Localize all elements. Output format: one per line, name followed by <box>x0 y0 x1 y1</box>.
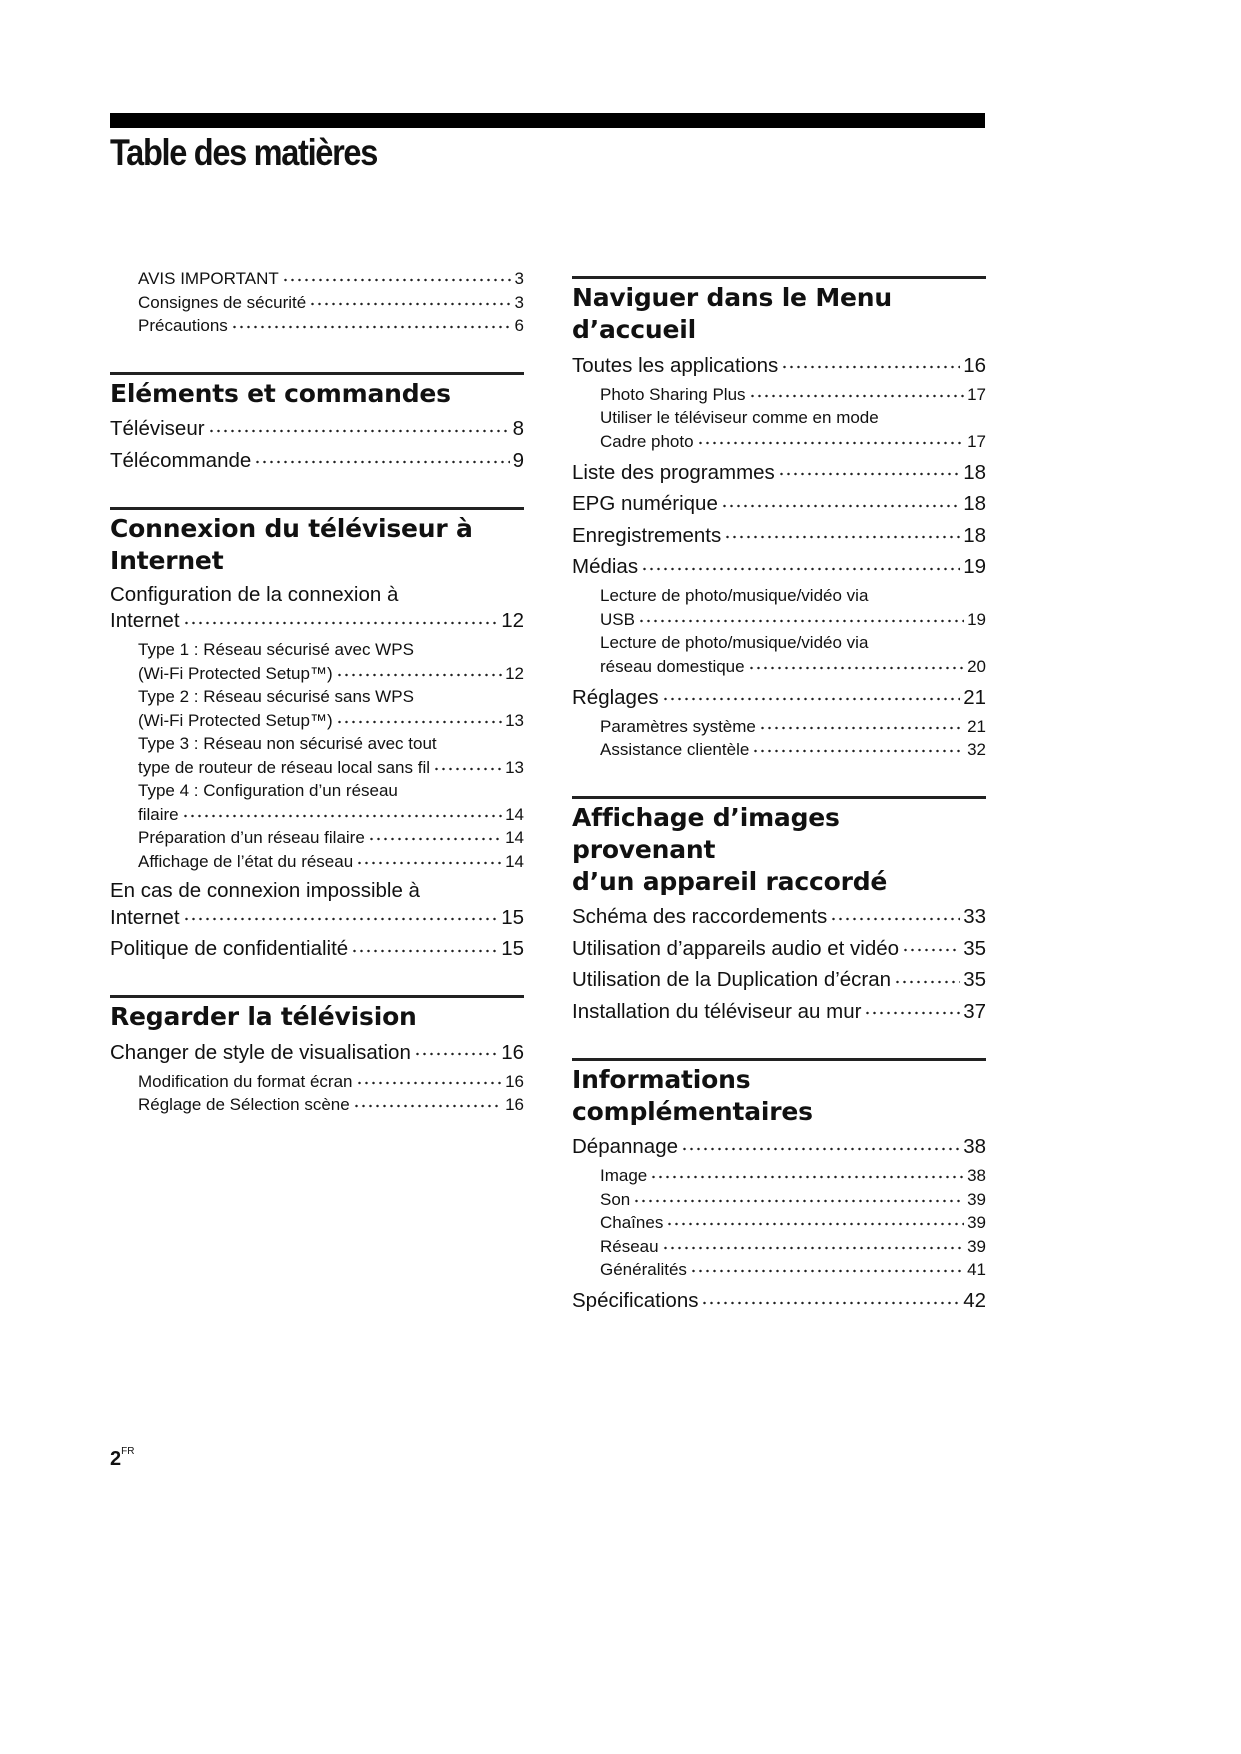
toc-entry-page: 38 <box>963 1135 986 1158</box>
toc-entry-line <box>110 935 524 962</box>
toc-entry-label: Dépannage <box>572 1135 679 1158</box>
toc-entry-page: 3 <box>514 269 524 288</box>
toc-entry[interactable] <box>572 584 986 631</box>
dot-leader <box>781 351 960 372</box>
toc-entry-page: 14 <box>505 851 524 871</box>
toc-entry-label: réseau domestique <box>600 656 745 676</box>
section-heading-line: d’un appareil raccordé <box>572 866 888 896</box>
dot-leader <box>650 1164 964 1181</box>
toc-entry-page: 41 <box>967 1260 986 1279</box>
toc-entry-page: 15 <box>501 905 524 929</box>
toc-entry-page: 15 <box>501 937 524 960</box>
page-title: Table des matières <box>110 132 378 173</box>
toc-entry-label: Cadre photo <box>600 431 694 451</box>
toc-entry-page: 8 <box>512 417 524 440</box>
toc-entry[interactable] <box>572 903 986 930</box>
toc-entry-label: Schéma des raccordements <box>572 905 828 928</box>
toc-section <box>110 507 524 962</box>
toc-entry-page: 9 <box>512 448 524 472</box>
toc-entry-page: 17 <box>967 431 986 451</box>
toc-entry-line <box>138 1093 524 1117</box>
toc-entry-label: Type 2 : Réseau sécurisé sans WPS <box>138 687 414 706</box>
dot-leader <box>356 850 502 867</box>
dot-leader <box>183 607 499 628</box>
page-language: FR <box>121 1446 135 1457</box>
toc-entry-page: 12 <box>505 663 524 683</box>
section-heading <box>572 802 986 898</box>
toc-left-column <box>110 267 524 1151</box>
toc-entry[interactable] <box>572 1164 986 1188</box>
toc-entry-label: Installation du téléviseur au mur <box>572 999 862 1023</box>
toc-entry-label: Changer de style de visualisation <box>110 1040 411 1064</box>
toc-entry[interactable] <box>110 415 524 442</box>
toc-entry-line <box>138 685 524 709</box>
toc-entry-line <box>572 351 986 378</box>
toc-entry-line <box>138 732 524 756</box>
toc-entry-label: Utilisation d’appareils audio et vidéo <box>572 936 900 960</box>
toc-entry-line <box>572 683 986 710</box>
toc-entry-label: (Wi-Fi Protected Setup™) <box>138 710 333 730</box>
dot-leader <box>282 267 512 284</box>
toc-entry-line <box>600 430 986 454</box>
toc-entry[interactable] <box>572 934 986 961</box>
toc-entry-label: Politique de confidentialité <box>110 937 349 960</box>
section-heading-line: Eléments et commandes <box>110 378 451 408</box>
toc-entry-label: Toutes les applications <box>572 353 779 377</box>
toc-entry-label: Réglage de Sélection scène <box>138 1095 350 1114</box>
toc-entry[interactable] <box>572 521 986 548</box>
dot-leader <box>690 1258 964 1275</box>
toc-entry-label: Réseau <box>600 1236 659 1256</box>
toc-entry[interactable] <box>572 966 986 993</box>
dot-leader <box>638 608 964 625</box>
toc-entry[interactable] <box>572 553 986 580</box>
toc-entry[interactable] <box>110 732 524 779</box>
dot-leader <box>721 490 960 511</box>
toc-entry-line <box>138 850 524 874</box>
toc-entry-label: Spécifications <box>572 1289 699 1312</box>
toc-entry-line <box>138 662 524 686</box>
toc-entry-line <box>600 1258 986 1282</box>
toc-section <box>572 1058 986 1314</box>
toc-entry-line <box>138 709 524 733</box>
toc-entry-label: EPG numérique <box>572 492 718 515</box>
toc-entry-label: Type 4 : Configuration d’un réseau <box>138 781 398 800</box>
dot-leader <box>902 934 960 955</box>
toc-entry-page: 35 <box>963 936 986 960</box>
toc-entry-label: Internet <box>110 905 180 929</box>
toc-entry-line <box>572 490 986 517</box>
toc-entry[interactable] <box>572 1188 986 1212</box>
toc-entry-line <box>600 1164 986 1188</box>
toc-entry-page: 17 <box>967 384 986 404</box>
toc-entry-page: 19 <box>963 555 986 578</box>
dot-leader <box>662 683 961 704</box>
section-heading-line: Informations complémentaires <box>572 1064 813 1126</box>
dot-leader <box>633 1188 964 1205</box>
toc-entry-line <box>600 383 986 407</box>
toc-entry-page: 16 <box>501 1040 524 1064</box>
dot-leader <box>641 553 960 574</box>
toc-section <box>110 267 524 338</box>
section-heading <box>110 513 524 577</box>
section-heading-line: Naviguer dans le Menu <box>572 283 892 312</box>
section-heading <box>110 1001 524 1033</box>
toc-entry[interactable] <box>572 383 986 407</box>
toc-entry[interactable] <box>110 1038 524 1065</box>
dot-leader <box>414 1038 498 1059</box>
toc-entry-page: 37 <box>963 999 986 1023</box>
dot-leader <box>336 662 502 679</box>
section-heading-line: Regarder la télévision <box>110 1002 417 1031</box>
toc-entry-page: 13 <box>505 757 524 777</box>
toc-entry-page: 21 <box>963 685 986 709</box>
toc-entry-label: Modification du format écran <box>138 1071 353 1091</box>
toc-entry-line <box>572 997 986 1024</box>
toc-entry[interactable] <box>110 314 524 338</box>
toc-entry-page: 38 <box>967 1166 986 1185</box>
toc-entry[interactable] <box>572 406 986 453</box>
toc-entry[interactable] <box>110 638 524 685</box>
section-heading-line: Internet <box>110 545 224 575</box>
toc-entry-page: 39 <box>967 1236 986 1256</box>
toc-entry-label: Télécommande <box>110 448 252 472</box>
toc-entry-line <box>138 779 524 803</box>
toc-entry[interactable] <box>572 1235 986 1259</box>
dot-leader <box>433 756 502 773</box>
toc-entry-line <box>110 415 524 442</box>
toc-entry[interactable] <box>110 582 524 634</box>
toc-entry-page: 32 <box>967 740 986 759</box>
toc-section <box>572 276 986 762</box>
toc-entry-page: 14 <box>505 804 524 824</box>
dot-leader <box>894 966 960 987</box>
toc-entry[interactable] <box>110 779 524 826</box>
toc-entry[interactable] <box>110 291 524 315</box>
toc-entry-label: Photo Sharing Plus <box>600 384 746 404</box>
section-heading <box>110 378 524 410</box>
dot-leader <box>752 738 964 755</box>
toc-entry-label: Configuration de la connexion à <box>110 582 399 606</box>
dot-leader <box>309 291 511 308</box>
section-heading-line: Affichage d’images provenant <box>572 802 840 864</box>
toc-entry[interactable] <box>572 490 986 517</box>
section-heading-line: Connexion du téléviseur à <box>110 513 473 543</box>
page-number <box>110 1448 134 1471</box>
toc-entry-label: Téléviseur <box>110 417 205 440</box>
toc-entry-label: Son <box>600 1189 631 1209</box>
toc-entry-line <box>138 291 524 315</box>
toc-entry-label: Image <box>600 1166 648 1185</box>
toc-entry-label: Enregistrements <box>572 523 722 547</box>
dot-leader <box>864 997 960 1018</box>
dot-leader <box>351 935 498 956</box>
toc-entry-page: 19 <box>967 609 986 629</box>
toc-entry-line <box>572 966 986 993</box>
toc-entry-label: Médias <box>572 555 639 578</box>
toc-entry[interactable] <box>110 826 524 850</box>
toc-entry-page: 13 <box>505 710 524 730</box>
toc-entry[interactable] <box>572 351 986 378</box>
toc-entry-line <box>110 1038 524 1065</box>
section-heading <box>572 282 986 346</box>
toc-entry-page: 21 <box>967 716 986 736</box>
toc-entry-page: 42 <box>963 1289 986 1312</box>
toc-entry-line <box>110 878 524 903</box>
toc-entry-line <box>572 458 986 485</box>
toc-entry-label: Consignes de sécurité <box>138 292 307 312</box>
toc-entry-label: filaire <box>138 804 179 824</box>
toc-entry[interactable] <box>110 685 524 732</box>
toc-entry-page: 18 <box>963 523 986 547</box>
toc-section <box>110 995 524 1117</box>
toc-entry-line <box>600 608 986 632</box>
toc-entry-line <box>110 903 524 930</box>
toc-entry-line <box>572 521 986 548</box>
toc-entry[interactable] <box>572 738 986 762</box>
toc-entry-label: (Wi-Fi Protected Setup™) <box>138 663 333 683</box>
toc-entry-label: Paramètres système <box>600 716 756 736</box>
toc-entry-line <box>600 584 986 608</box>
toc-entry-line <box>572 903 986 930</box>
toc-entry-line <box>600 715 986 739</box>
dot-leader <box>368 826 502 843</box>
toc-entry-page: 39 <box>967 1213 986 1232</box>
dot-leader <box>830 903 960 924</box>
toc-entry-label: Affichage de l’état du réseau <box>138 851 354 871</box>
toc-entry-line <box>600 1235 986 1259</box>
toc-entry-line <box>138 803 524 827</box>
toc-section <box>110 372 524 473</box>
dot-leader <box>778 458 960 479</box>
dot-leader <box>356 1070 503 1087</box>
toc-entry-label: type de routeur de réseau local sans fil <box>138 757 431 777</box>
toc-entry-label: AVIS IMPORTANT <box>138 269 279 288</box>
toc-entry-label: Type 1 : Réseau sécurisé avec WPS <box>138 640 414 659</box>
toc-entry-page: 14 <box>505 828 524 847</box>
toc-entry-line <box>572 553 986 580</box>
dot-leader <box>759 715 964 732</box>
dot-leader <box>254 446 509 467</box>
dot-leader <box>666 1211 964 1228</box>
header-rule <box>110 113 985 128</box>
toc-entry[interactable] <box>572 1211 986 1235</box>
toc-entry-page: 16 <box>963 353 986 377</box>
toc-entry[interactable] <box>110 850 524 874</box>
toc-entry-line <box>572 1287 986 1314</box>
toc-entry[interactable] <box>110 935 524 962</box>
toc-entry[interactable] <box>572 631 986 678</box>
toc-entry-label: Préparation d’un réseau filaire <box>138 828 365 847</box>
toc-entry-label: Précautions <box>138 316 228 335</box>
toc-entry[interactable] <box>110 1093 524 1117</box>
toc-entry[interactable] <box>572 997 986 1024</box>
section-heading-line: d’accueil <box>572 315 696 344</box>
toc-entry-page: 3 <box>514 292 524 312</box>
page-number-value: 2 <box>110 1448 122 1470</box>
dot-leader <box>749 383 965 400</box>
dot-leader <box>231 314 512 331</box>
dot-leader <box>353 1093 502 1110</box>
toc-entry[interactable] <box>572 1133 986 1160</box>
toc-entry-page: 33 <box>963 905 986 928</box>
toc-entry-label: Utilisation de la Duplication d’écran <box>572 968 892 991</box>
toc-entry-label: Chaînes <box>600 1213 664 1232</box>
toc-entry-page: 18 <box>963 460 986 484</box>
toc-entry[interactable] <box>110 446 524 473</box>
toc-entry-page: 12 <box>501 609 524 632</box>
toc-entry-label: Lecture de photo/musique/vidéo via <box>600 633 869 652</box>
toc-entry-label: USB <box>600 609 635 629</box>
toc-section <box>572 796 986 1024</box>
toc-entry-page: 16 <box>505 1095 524 1114</box>
toc-entry-label: Généralités <box>600 1260 687 1279</box>
toc-entry-line <box>110 582 524 607</box>
toc-entry[interactable] <box>572 458 986 485</box>
toc-entry-line <box>600 1188 986 1212</box>
toc-entry-label: Liste des programmes <box>572 460 775 484</box>
dot-leader <box>182 803 502 820</box>
toc-entry-line <box>110 607 524 634</box>
toc-entry-line <box>572 1133 986 1160</box>
toc-entry-line <box>600 1211 986 1235</box>
toc-entry-line <box>600 655 986 679</box>
toc-entry-line <box>138 267 524 291</box>
toc-entry-line <box>110 446 524 473</box>
toc-entry-line <box>600 631 986 655</box>
toc-entry[interactable] <box>572 715 986 739</box>
toc-entry-page: 39 <box>967 1189 986 1209</box>
toc-entry-page: 18 <box>963 492 986 515</box>
toc-entry[interactable] <box>572 1258 986 1282</box>
dot-leader <box>681 1133 960 1154</box>
toc-entry-page: 16 <box>505 1071 524 1091</box>
toc-entry-line <box>138 314 524 338</box>
toc-entry-line <box>572 934 986 961</box>
dot-leader <box>336 709 502 726</box>
dot-leader <box>724 521 960 542</box>
toc-entry-label: En cas de connexion impossible à <box>110 879 420 902</box>
toc-entry[interactable] <box>572 1287 986 1314</box>
dot-leader <box>183 903 499 924</box>
dot-leader <box>701 1287 960 1308</box>
toc-entry-line <box>138 826 524 850</box>
toc-entry-line <box>138 1070 524 1094</box>
toc-entry-page: 20 <box>967 656 986 676</box>
toc-entry-line <box>600 738 986 762</box>
toc-entry-page: 35 <box>963 968 986 991</box>
toc-entry-label: Assistance clientèle <box>600 740 750 759</box>
dot-leader <box>662 1235 964 1252</box>
dot-leader <box>697 430 965 447</box>
toc-entry-label: Internet <box>110 609 180 632</box>
toc-entry[interactable] <box>110 267 524 291</box>
dot-leader <box>208 415 510 436</box>
toc-entry[interactable] <box>110 1070 524 1094</box>
toc-entry-page: 6 <box>514 316 524 335</box>
toc-entry-label: Utiliser le téléviseur comme en mode <box>600 408 879 427</box>
section-heading <box>572 1064 986 1128</box>
toc-entry-label: Lecture de photo/musique/vidéo via <box>600 586 869 605</box>
toc-entry[interactable] <box>110 878 524 930</box>
toc-entry-line <box>138 756 524 780</box>
toc-entry-label: Type 3 : Réseau non sécurisé avec tout <box>138 734 437 753</box>
dot-leader <box>748 655 964 672</box>
toc-right-column <box>572 276 986 1347</box>
toc-entry-line <box>600 406 986 430</box>
toc-entry-line <box>138 638 524 662</box>
toc-entry-label: Réglages <box>572 685 659 709</box>
toc-entry[interactable] <box>572 683 986 710</box>
